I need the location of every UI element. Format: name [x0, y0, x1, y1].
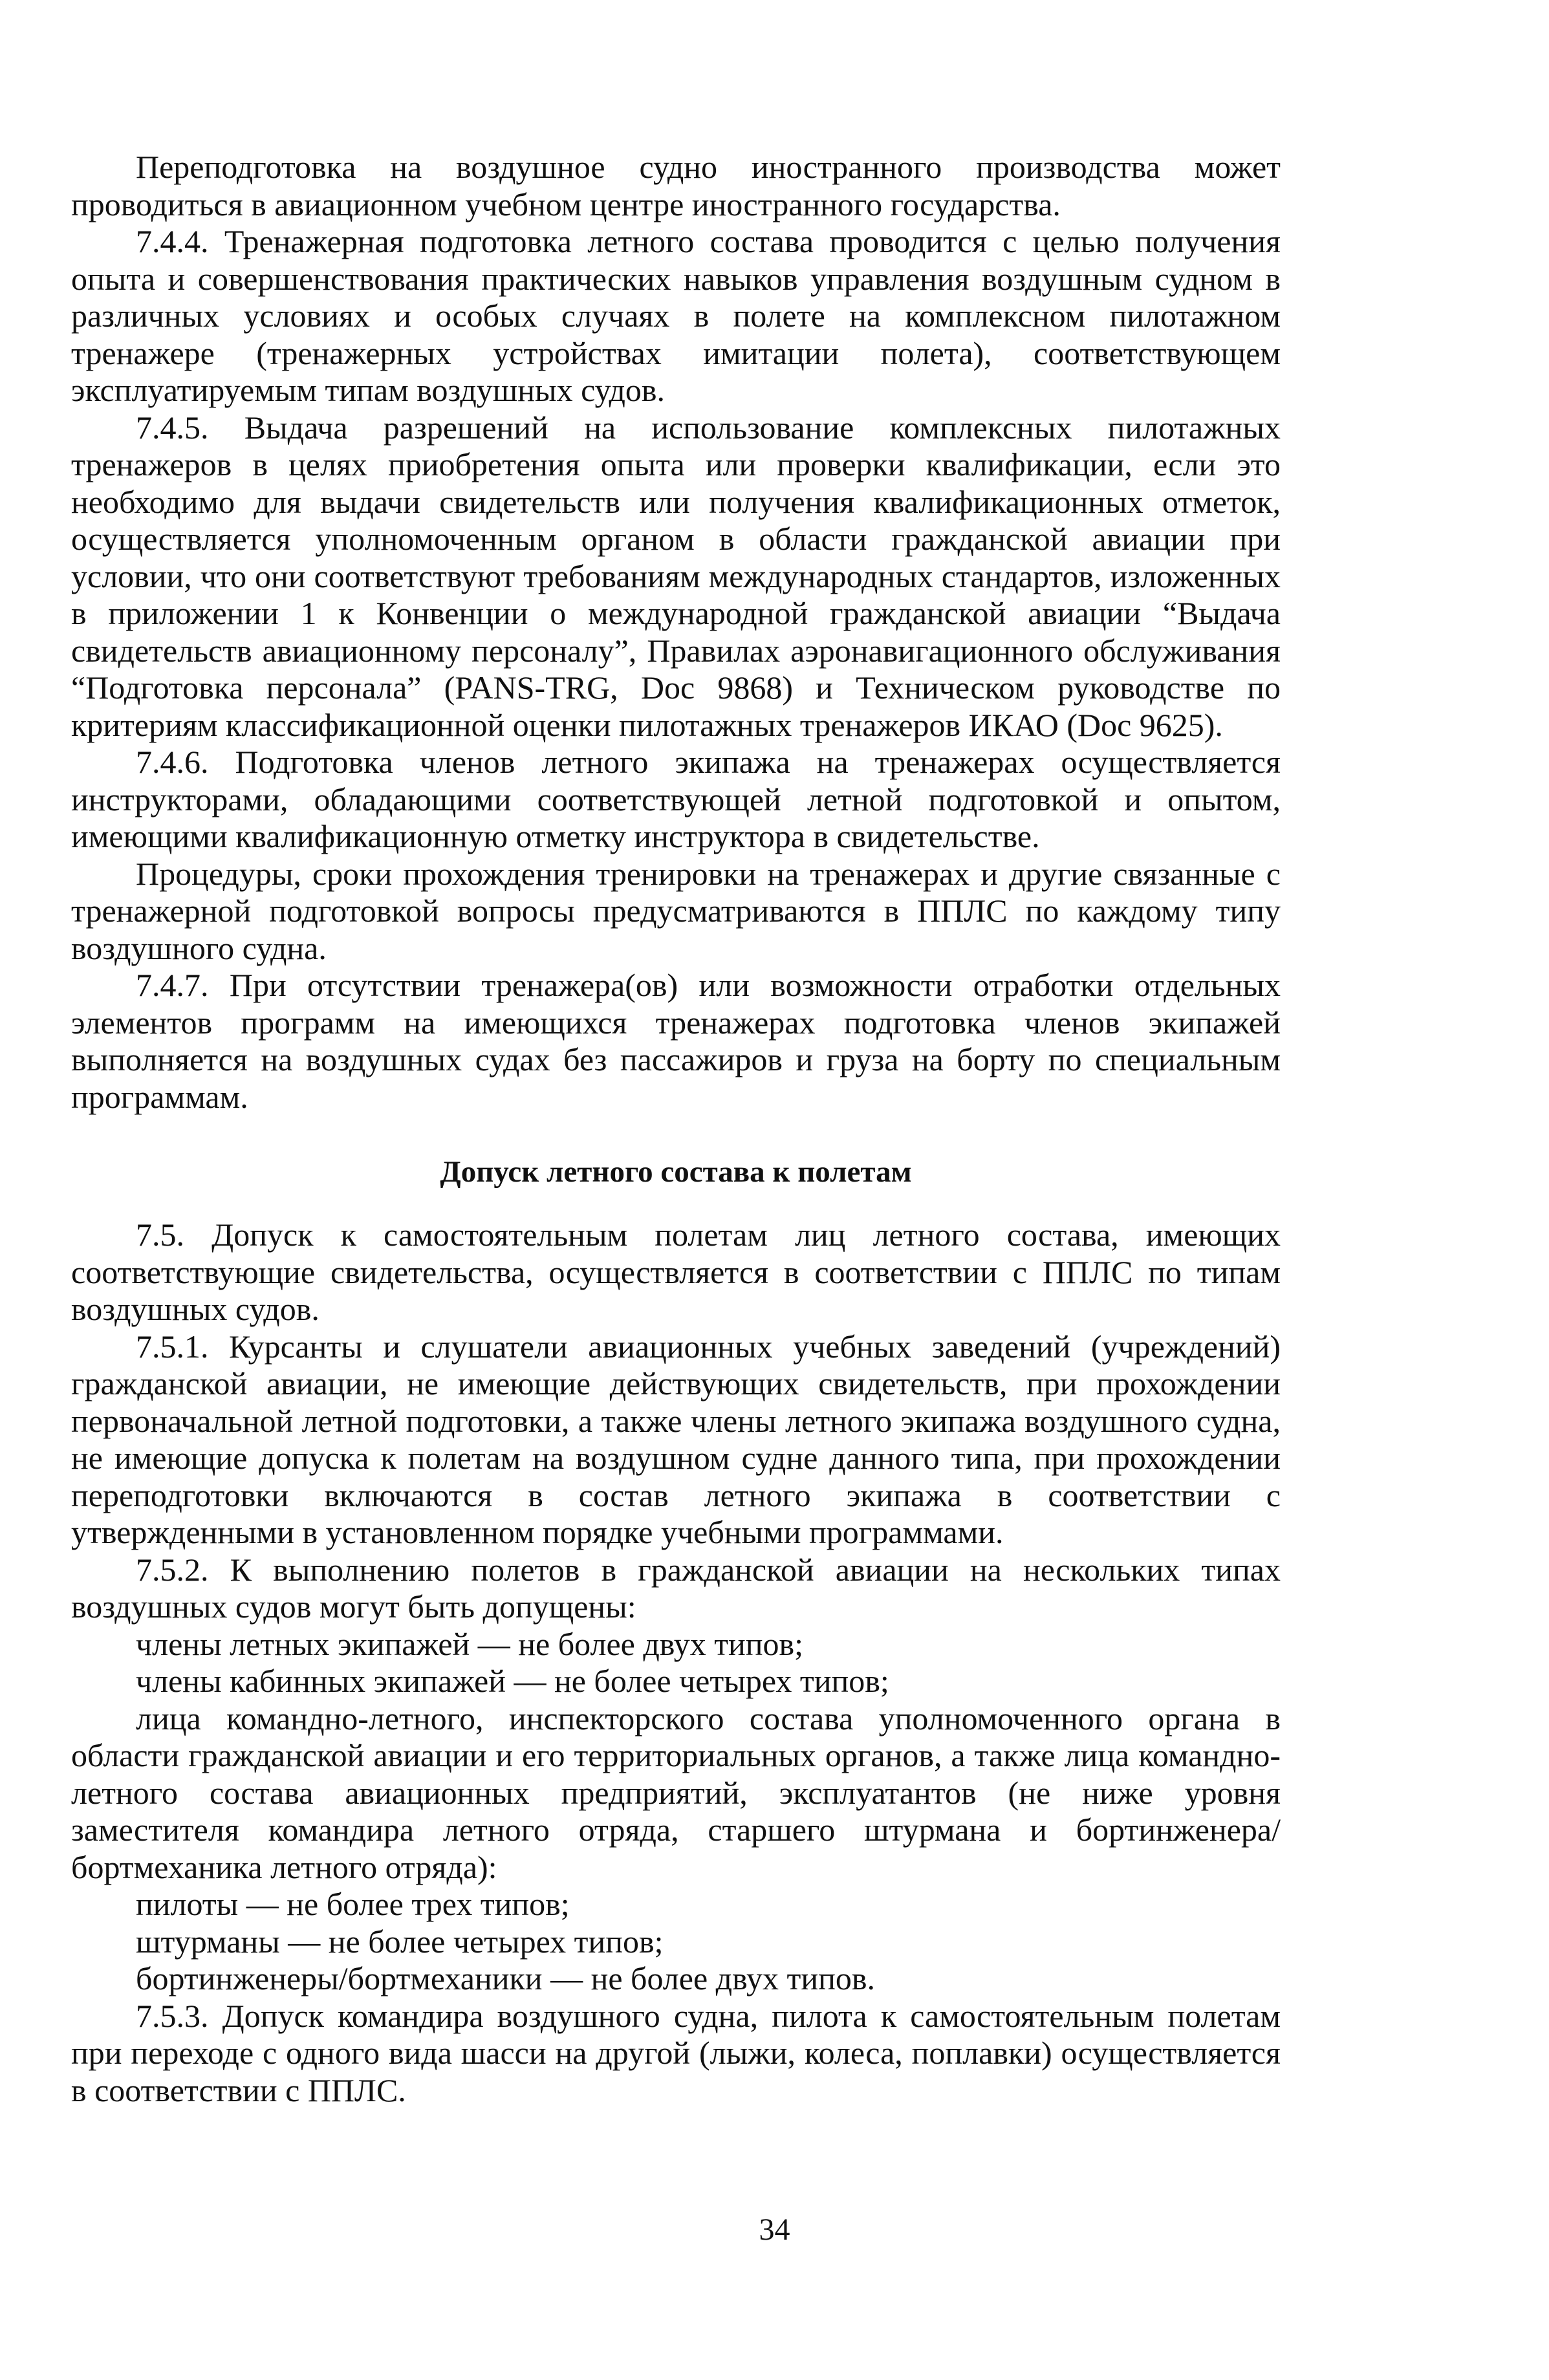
paragraph-7-5-2: 7.5.2. К выполнению полетов в гражданской авиации на нескольких типах воздушных судов могут быть допущены: [71, 1551, 1281, 1625]
list-item-cabin-crew: члены кабинных экипажей — не более четырех типов; [136, 1663, 889, 1699]
paragraph-retraining-foreign: Переподготовка на воздушное судно иностранного производства может проводиться в авиационном учебном центре иностранного государства. [71, 149, 1281, 222]
paragraph-7-4-6: 7.4.6. Подготовка членов летного экипажа на тренажерах осуществляется инструкторами, обладающими соответствующей летной подготовкой и опытом, имеющими квалификационную отметку инструктора в свидетельстве. [71, 744, 1281, 854]
section-heading: Допуск летного состава к полетам [440, 1155, 912, 1189]
paragraph-7-5-3: 7.5.3. Допуск командира воздушного судна, пилота к самостоятельным полетам при переходе с одного вида шасси на другой (лыжи, колеса, поплавки) осуществляется в соответствии с ППЛС. [71, 1997, 1281, 2108]
paragraph-7-4-5: 7.4.5. Выдача разрешений на использование комплексных пилотажных тренажеров в целях приобретения опыта или проверки квалификации, если это необходимо для выдачи свидетельств или получения квалификационных отметок, осуществляется уполномоченным органом в области гражданской авиации при условии, что они соответствуют требованиям международных стандартов, изложенных в приложении 1 к Конвенции о международной гражданской авиации “Выдача свидетельств авиационному персоналу”, Правилах аэронавигационного обслуживания “Подготовка персонала” (PANS-TRG, Doc 9868) и Техническом руководстве по критериям классификационной оценки пилотажных тренажеров ИКАО (Doc 9625). [71, 409, 1281, 743]
list-item-flight-engineers: бортинженеры/бортмеханики — не более двух типов. [136, 1960, 875, 1996]
paragraph-7-4-7: 7.4.7. При отсутствии тренажера(ов) или возможности отработки отдельных элементов программ на имеющихся тренажерах подготовка членов экипажей выполняется на воздушных судах без пассажиров и груза на борту по специальным программам. [71, 967, 1281, 1115]
paragraph-procedures: Процедуры, сроки прохождения тренировки на тренажерах и другие связанные с тренажерной подготовкой вопросы предусматриваются в ППЛС по каждому типу воздушного судна. [71, 855, 1281, 966]
page-number: 34 [759, 2212, 790, 2247]
paragraph-command-staff: лица командно-летного, инспекторского состава уполномоченного органа в области гражданской авиации и его территориальных органов, а также лица командно-летного состава авиационных предприятий, эксплуатантов (не ниже уровня заместителя командира летного отряда, старшего штурмана и бортинженера/бортмеханика летного отряда): [71, 1700, 1281, 1885]
body-text [71, 149, 1281, 2109]
paragraph-7-4-4: 7.4.4. Тренажерная подготовка летного состава проводится с целью получения опыта и совершенствования практических навыков управления воздушным судном в различных условиях и особых случаях в полете на комплексном пилотажном тренажере (тренажерных устройствах имитации полета), соответствующем эксплуатируемым типам воздушных судов. [71, 223, 1281, 408]
list-item-navigators: штурманы — не более четырех типов; [136, 1923, 664, 1960]
list-item-pilots: пилоты — не более трех типов; [136, 1886, 570, 1922]
paragraph-7-5: 7.5. Допуск к самостоятельным полетам лиц летного состава, имеющих соответствующие свидетельства, осуществляется в соответствии с ППЛС по типам воздушных судов. [71, 1217, 1281, 1327]
list-item-flight-crew: члены летных экипажей — не более двух типов; [136, 1625, 804, 1662]
paragraph-7-5-1: 7.5.1. Курсанты и слушатели авиационных учебных заведений (учреждений) гражданской авиации, не имеющие действующих свидетельств, при прохождении первоначальной летной подготовки, а также члены летного экипажа воздушного судна, не имеющие допуска к полетам на воздушном судне данного типа, при прохождении переподготовки включаются в состав летного экипажа в соответствии с утвержденными в установленном порядке учебными программами. [71, 1328, 1281, 1550]
